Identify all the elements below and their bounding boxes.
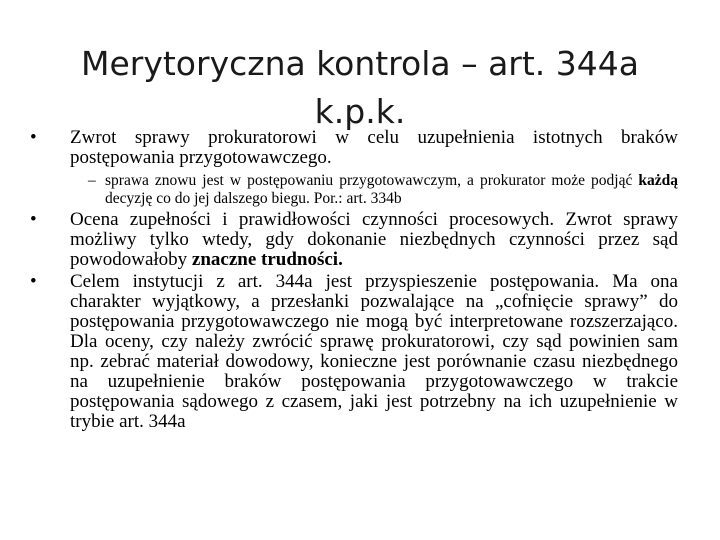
- bullet-marker: •: [30, 209, 37, 230]
- text-segment: decyzję co do jej dalszego biegu. Por.: art. 334b: [105, 190, 402, 207]
- bullet-text: [70, 209, 678, 270]
- bullet-text: [70, 127, 678, 168]
- emphasized-text: każdą: [638, 172, 678, 189]
- bullet-text: [105, 172, 678, 207]
- text-segment: Ocena zupełności i prawidłowości czynności procesowych. Zwrot sprawy możliwy tylko wtedy, gdy dokonanie niezbędnych czynności przez sąd powodowałoby: [70, 209, 678, 270]
- bullet-marker: •: [30, 127, 37, 148]
- slide-title: Merytoryczna kontrola – art. 344a k.p.k.: [81, 44, 639, 132]
- sub-bullet-item: [30, 172, 678, 208]
- emphasized-text: znaczne trudności.: [191, 249, 343, 270]
- bullet-item: [30, 210, 678, 270]
- text-segment: sprawa znowu jest w postępowaniu przygotowawczym, a prokurator może podjąć: [105, 172, 639, 189]
- bullet-marker: –: [88, 172, 96, 189]
- bullet-item: [30, 128, 678, 168]
- bullet-marker: •: [30, 271, 37, 292]
- bullet-list: [30, 128, 678, 432]
- bullet-item: [30, 272, 678, 432]
- text-segment: Celem instytucji z art. 344a jest przyspieszenie postępowania. Ma ona charakter wyjątkowy, a przesłanki pozwalające na „cofnięcie sprawy” do postępowania przygotowawczego nie mogą być interpretowane rozszerzająco. Dla oceny, czy należy zwrócić sprawę prokuratorowi, czy sąd powinien sam np. zebrać materiał dowodowy, konieczne jest porównanie czasu niezbędnego na uzupełnienie braków postępowania przygotowawczego w trakcie postępowania sądowego z czasem, jaki jest potrzebny na ich uzupełnienie w trybie art. 344a: [70, 271, 678, 432]
- bullet-text: [70, 271, 678, 432]
- text-segment: Zwrot sprawy prokuratorowi w celu uzupełnienia istotnych braków postępowania przygotowawczego.: [70, 127, 678, 168]
